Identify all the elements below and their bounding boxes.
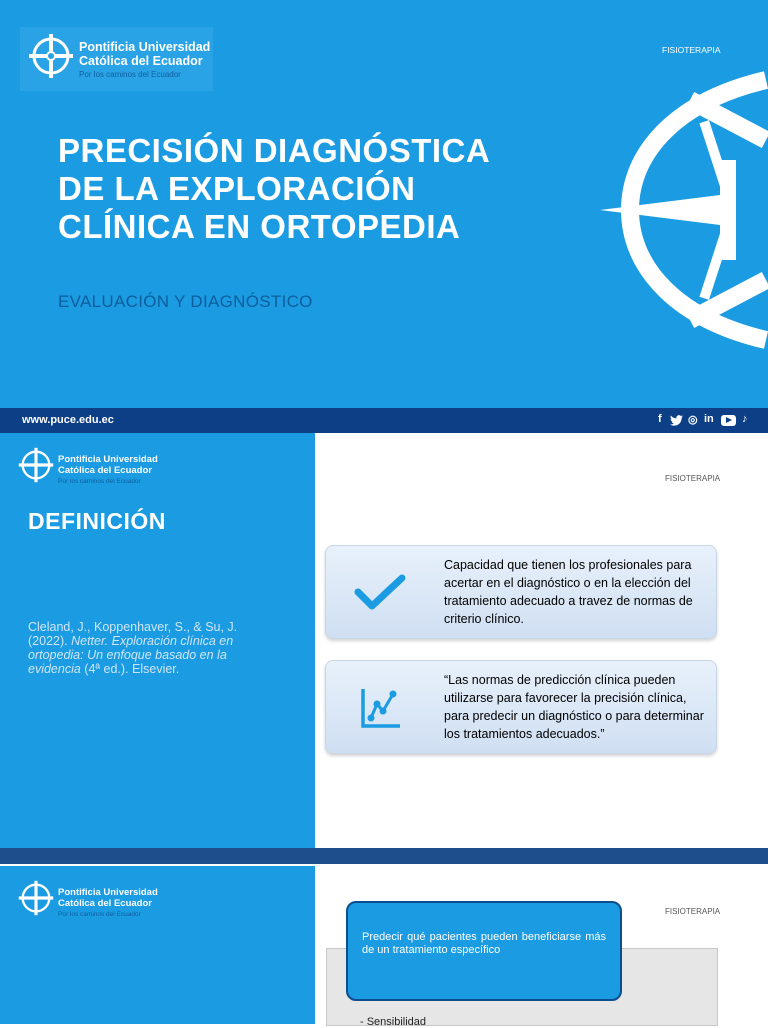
- footer-bar: [0, 408, 768, 433]
- university-logo-small: [18, 880, 178, 920]
- university-crest-icon: [18, 880, 54, 916]
- citation: [28, 620, 278, 676]
- university-name-line1: Pontificia Universidad: [58, 887, 158, 898]
- section-label: FISIOTERAPIA: [662, 45, 721, 55]
- university-name-line2: Católica del Ecuador: [58, 465, 152, 476]
- university-motto: Por los caminos del Ecuador: [58, 911, 141, 918]
- definition-card-text: Capacidad que tienen los profesionales para acertar en el diagnóstico o en la elección del tratamiento adecuado a travez de normas de criterio clínico.: [444, 558, 693, 626]
- university-motto: Por los caminos del Ecuador: [79, 70, 181, 79]
- highlight-box-text: Predecir qué pacientes pueden beneficiarse más de un tratamiento específico: [362, 931, 606, 956]
- title-slide: [0, 0, 768, 408]
- footer-url-link[interactable]: www.puce.edu.ec: [22, 414, 114, 426]
- university-name-line1: Pontificia Universidad: [79, 40, 211, 54]
- slide-title: [58, 132, 558, 246]
- linkedin-icon[interactable]: in: [704, 413, 714, 425]
- checkmark-icon: [354, 574, 406, 612]
- section-label: FISIOTERAPIA: [665, 474, 721, 483]
- twitter-icon[interactable]: [670, 415, 683, 426]
- university-name-line2: Católica del Ecuador: [79, 54, 203, 68]
- university-motto: Por los caminos del Ecuador: [58, 478, 141, 485]
- highlight-box: [346, 901, 622, 1001]
- line-chart-icon: [360, 687, 402, 729]
- youtube-icon[interactable]: [721, 415, 736, 426]
- definition-slide-content: [315, 433, 768, 848]
- definition-card: [325, 545, 717, 639]
- citation-book-title: Netter. Exploración clínica en ortopedia: Un enfoque basado en la evidencia: [28, 634, 234, 676]
- slide-subtitle: EVALUACIÓN Y DIAGNÓSTICO: [58, 292, 313, 311]
- instagram-icon[interactable]: ◎: [688, 414, 698, 426]
- facebook-icon[interactable]: f: [658, 413, 662, 425]
- tiktok-icon[interactable]: ♪: [742, 413, 748, 425]
- title-line-2: DE LA EXPLORACIÓN: [58, 170, 416, 207]
- youtube-play-glyph: [726, 417, 732, 423]
- university-crest-icon: [18, 447, 54, 483]
- university-crest-icon: [28, 33, 74, 79]
- list-item-sensibilidad: - Sensibilidad: [360, 1016, 427, 1028]
- section-label: FISIOTERAPIA: [665, 907, 721, 916]
- quote-card: [325, 660, 717, 754]
- citation-authors: Cleland, J., Koppenhaver, S., & Su, J. (2022).: [28, 620, 238, 648]
- university-logo-small: [18, 447, 178, 487]
- definition-title: DEFINICIÓN: [28, 508, 166, 534]
- citation-edition: (4ª ed.). Elsevier.: [80, 662, 180, 676]
- quote-card-text: “Las normas de predicción clínica pueden utilizarse para favorecer la precisión clínica, para predecir un diagnóstico o para determinar los tratamientos adecuados.”: [444, 673, 704, 741]
- compass-emblem-icon: [590, 60, 768, 360]
- university-name-line1: Pontificia Universidad: [58, 454, 158, 465]
- title-line-1: PRECISIÓN DIAGNÓSTICA: [58, 132, 491, 169]
- university-name-line2: Católica del Ecuador: [58, 898, 152, 909]
- university-logo: [20, 27, 213, 91]
- title-line-3: CLÍNICA EN ORTOPEDIA: [58, 208, 461, 245]
